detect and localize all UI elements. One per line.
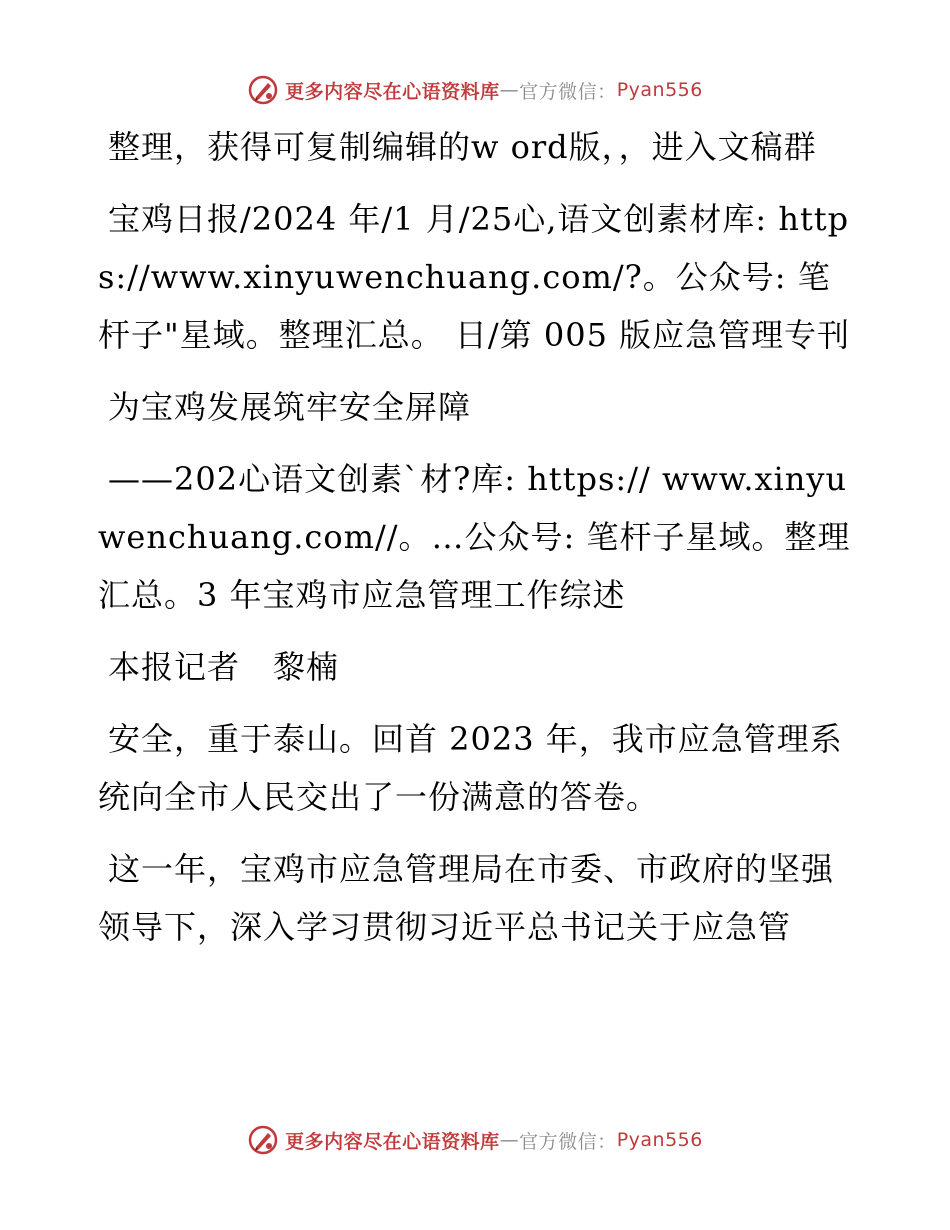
article-byline: 本报记者 黎楠 bbox=[108, 648, 340, 686]
paragraph-intro: 整理，获得可复制编辑的w ord版，，进入文稿群 bbox=[108, 128, 817, 166]
article-subtitle: ——202心语文创素`材?库: https:// www.xinyuwenchuang.com//。…公众号: 笔杆子星域。整理汇总。3 年宝鸡市应急管理工作综述 bbox=[98, 460, 851, 614]
banner-dash: — bbox=[499, 79, 520, 101]
banner-site-text: 更多内容尽在心语资料库 bbox=[285, 1130, 500, 1153]
paragraph-body-2: 这一年，宝鸡市应急管理局在市委、市政府的坚强领导下，深入学习贯彻习近平总书记关于应急管 bbox=[98, 850, 835, 946]
pen-logo-icon bbox=[247, 1124, 279, 1156]
article-title: 为宝鸡发展筑牢安全屏障 bbox=[108, 388, 472, 426]
paragraph-source: 宝鸡日报/2024 年/1 月/25心,语文创素材库: https://www.xinyuwenchuang.com/?。公众号: 笔杆子"星域。整理汇总。 日/第 005 版应急管理专刊 bbox=[98, 200, 851, 354]
banner-dash: — bbox=[499, 1129, 520, 1151]
banner-account-id: Pyan556 bbox=[616, 1129, 703, 1151]
banner-site-text: 更多内容尽在心语资料库 bbox=[285, 80, 500, 103]
pen-logo-icon bbox=[247, 74, 279, 106]
paragraph-body-1: 安全，重于泰山。回首 2023 年，我市应急管理系统向全市人民交出了一份满意的答卷。 bbox=[98, 720, 843, 816]
banner-account-id: Pyan556 bbox=[616, 79, 703, 101]
banner-official-label: 官方微信： bbox=[519, 80, 617, 103]
banner-official-label: 官方微信： bbox=[519, 1130, 617, 1153]
header-watermark-banner bbox=[0, 70, 950, 110]
footer-watermark-banner bbox=[0, 1120, 950, 1160]
document-body bbox=[98, 118, 858, 970]
